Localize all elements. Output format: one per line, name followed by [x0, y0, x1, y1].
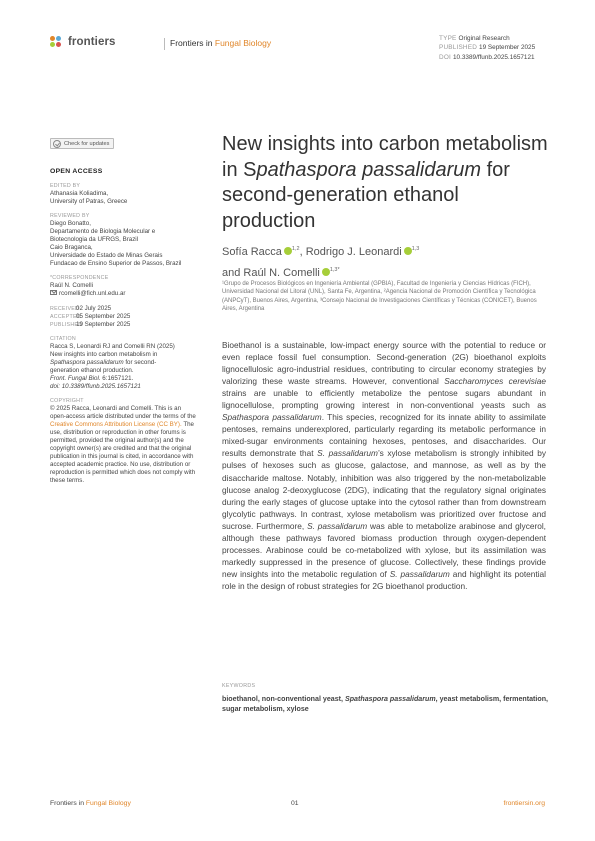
abstract-run: Spathaspora passalidarum — [222, 412, 322, 423]
page-header — [50, 34, 545, 61]
citation: CITATION Racca S, Leonardi RJ and Comelli RN (2025) New insights into carbon metabolism in Spathaspora passalidarum for second- generation ethanol production. Front. Fungal Biol. 6:1657121. doi: 10.3389/ffunb.2025.1657121 — [50, 335, 175, 390]
meta-published: PUBLISHED 19 September 2025 — [439, 44, 536, 52]
edited-by: EDITED BY Athanasia Koliadima, University of Patras, Greece — [50, 182, 128, 205]
affiliations: ¹Grupo de Procesos Biológicos en Ingeniería Ambiental (GPBIA), Facultad de Ingeniería y Ciencias Hídricas (FICH), Universidad Nacional del Litoral (UNL), Santa Fe, Argentina, ²Agencia Nacional de Promoción Científica y Tecnológica (ANPCyT), Buenos Aires, Argentina, ³Consejo Nacional de Investigaciones Científicas y Técnicas (CONICET), Buenos Aires, Argentina — [222, 281, 537, 312]
orcid-icon[interactable] — [404, 247, 412, 255]
abstract-run: S. passalidarum — [317, 448, 378, 459]
keyword-run: bioethanol, non-conventional yeast, — [222, 695, 345, 703]
author-name[interactable]: Sofía Racca — [222, 246, 282, 258]
frontiers-logo-icon — [50, 36, 64, 48]
orcid-icon[interactable] — [284, 247, 292, 255]
page-number: 01 — [291, 800, 299, 807]
journal-title[interactable]: Frontiers in Fungal Biology — [170, 38, 272, 48]
abstract-run: was able to metabolize arabinose and glycerol, although these pathways favored biomass production through oxygen-dependent processes. Arabinose could be co-metabolized with xylose, but its assimilation was markedly suppressed in the presence of glucose. Collectively, these findings provide new insights into the metabolic regulation of — [222, 520, 546, 579]
abstract-run: S. passalidarum — [307, 520, 368, 531]
check-for-updates-button[interactable]: Check for updates — [50, 138, 114, 149]
abstract-run: ’s xylose metabolism is strongly inhibited by pulses of hexoses such as glucose, galactose, and mannose, as well as by the disaccharide maltose. Notably, inhibition was also triggered by the non-metabolizable glucose analog 2-deoxyglucose (2DG), indicating that the regulatory signal originates during the early stages of glucose uptake into the cytosol rather than from downstream glycolytic pathways. In contrast, xylose metabolism was prioritized over fructose and sucrose. Furthermore, — [222, 448, 546, 531]
abstract-run: Bioethanol is a sustainable, low-impact energy source with the potential to reduce or even replace fossil fuel consumption. Second-generation (2G) bioethanol exploits lignocellulosic agro-industrial residues, contributing to circular economy strategies by valorizing these waste streams. However, conventional — [222, 340, 546, 387]
orcid-icon[interactable] — [322, 268, 330, 276]
publisher-name: frontiers — [68, 36, 116, 48]
reviewed-by: REVIEWED BY Diego Bonatto, Departamento de Biologia Molecular e Biotecnologia da UFRGS, Brazil Caio Braganca, Universidade do Estado de Minas Gerais Fundacao de Ensino Superior de Passos, Brazil — [50, 212, 182, 267]
article-title: New insights into carbon metabolism in Spathaspora passalidarum for second-generation ethanol production — [222, 133, 548, 232]
correspondence-email[interactable]: rcomelli@fich.unl.edu.ar — [50, 290, 200, 298]
cc-by-link[interactable]: Creative Commons Attribution License (CC BY). — [50, 420, 182, 428]
open-access-label: OPEN ACCESS — [50, 167, 103, 175]
meta-type: TYPE Original Research — [439, 35, 510, 42]
keywords-label: KEYWORDS — [222, 683, 256, 689]
sidebar — [50, 138, 200, 485]
abstract-run: S. passalidarum — [389, 568, 450, 579]
meta-doi: DOI 10.3389/ffunb.2025.1657121 — [439, 53, 535, 61]
keyword-run: , yeast metabolism, fermentation, sugar metabolism, xylose — [222, 695, 549, 714]
header-divider — [164, 38, 165, 50]
keywords — [222, 694, 552, 714]
frontiers-logo[interactable] — [50, 36, 116, 48]
article-meta — [439, 34, 535, 62]
abstract-run: . This species, recognized for its innate ability to assimilate pentoses, remains underexplored, particularly regarding its metabolic performance in mixed-sugar environments containing hexoses, pentoses, and disaccharides. Our results demonstrate that — [222, 412, 546, 459]
abstract-run: and highlight its potential role in the design of robust strategies for 2G bioethanol production. — [222, 568, 546, 591]
footer-journal[interactable]: Frontiers in Fungal Biology — [50, 800, 131, 807]
mail-icon — [50, 290, 57, 295]
check-icon — [53, 140, 61, 148]
article-dates: RECEIVED02 July 2025 ACCEPTED05 September 2025 PUBLISHED19 September 2025 — [50, 304, 131, 328]
author-name[interactable]: Rodrigo J. Leonardi — [305, 246, 402, 258]
correspondence: *CORRESPONDENCE Raúl N. Comelli rcomelli@fich.unl.edu.ar — [50, 275, 200, 298]
author-list: Sofía Racca $^{1,2}$, Rodrigo J. Leonardi $^{1,3}$ and Raúl N. Comelli $^{1,3*}$ — [222, 246, 420, 279]
abstract-run: strains are unable to efficiently metabolize the pentose sugars abundant in lignocellulose, prompting growing interest in non-conventional yeasts such as — [222, 388, 546, 411]
abstract-run: Saccharomyces cerevisiae — [444, 376, 546, 387]
author-name[interactable]: Raúl N. Comelli — [243, 267, 320, 279]
footer-site-link[interactable]: frontiersin.org — [503, 800, 545, 807]
copyright: COPYRIGHT © 2025 Racca, Leonardi and Comelli. This is an open-access article distributed under the terms of the Creative Commons Attribution License (CC BY). The use, distribution or reproduction in other forums is permitted, provided the original author(s) and the copyright owner(s) are credited and that the original publication in this journal is cited, in accordance with accepted academic practice. No use, distribution or reproduction is permitted which does not comply with these terms. — [50, 397, 196, 484]
keyword-run: Spathaspora passalidarum — [344, 695, 436, 703]
abstract — [222, 339, 546, 592]
